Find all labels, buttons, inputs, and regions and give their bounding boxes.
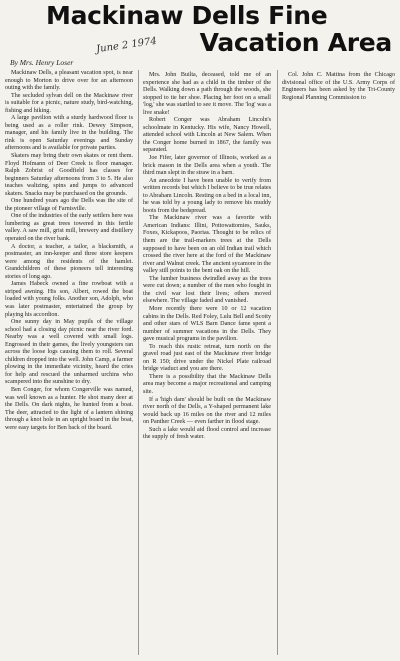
paragraph: A doctor, a teacher, a tailor, a blacksmith, a postmaster, an inn-keeper and three store keepers were among the residents of the hamlet. Grandchildren of these pioneers tell interesting stories of long ago. xyxy=(5,243,133,280)
headline-line-1: Mackinaw Dells Fine xyxy=(46,1,328,30)
paragraph: More recently there were 10 or 12 vacation cabins in the Dells. Red Foley, Lulu Bell and Scotty and other stars of WLS Barn Dance fame spent a number of summer vacations in the Dells. They gave musical programs in the pavilion. xyxy=(143,305,271,343)
article-column-3 xyxy=(282,72,395,102)
article-column-2 xyxy=(143,72,271,442)
paragraph: One of the industries of the early settlers here was lumbering as great trees towered in this fertile valley. A saw mill, grist mill, brewery and distillery operated on the river bank. xyxy=(5,213,134,243)
article-column-1 xyxy=(5,70,133,432)
paragraph: The lumber business dwindled away as the trees were cut down; a number of the men who fought in the civil war lost their lives; others moved elsewhere. The village faded and vanished. xyxy=(143,275,271,305)
paragraph: Col. John C. Mattina from the Chicago divisional office of the U.S. Army Corps of Engineers has been asked by the Tri-County Regional Planning Commission to xyxy=(282,72,395,101)
column-divider xyxy=(138,70,139,655)
paragraph: If a 'high dam' should be built on the Mackinaw river north of the Dells, a Y-shaped permanent lake would back up 16 miles on the river and 12 miles on Panther Creek — even farther in flood stage. xyxy=(143,396,271,426)
paragraph: To reach this rustic retreat, turn north on the gravel road just east of the Mackinaw river bridge on R 150; drive under the Nickel Plate railroad bridge viaduct and you are there. xyxy=(143,343,271,373)
paragraph: The Mackinaw river was a favorite with American Indians: Illini, Pottowattomies, Sauks, Foxes, Kickapoos, Paorias. Thought to be relics of them are the trail-markers trees at the Dells supposed to have been on an old Indian trail which crossed the river here at the ford of the Mackinaw river and Walnut creek. The ancient sycamore in the valley still points to the bent oak on the hill. xyxy=(143,215,271,275)
paragraph: Such a lake would aid flood control and increase the supply of fresh water. xyxy=(143,426,271,441)
paragraph: There is a possibility that the Mackinaw Dells area may become a major recreational and camping site. xyxy=(143,373,271,395)
headline xyxy=(36,2,396,56)
paragraph: Skaters may bring their own skates or rent them. Floyd Hofmann of Deer Creek is floor manager. Ralph Zobrist of Goodfield has classes for beginners Saturday afternoons from 3 to 5. He also teaches waltzing, spins and jumps to advanced skaters. Snacks may be purchased on the grounds. xyxy=(5,153,133,197)
paragraph: A large pavilion with a sturdy hardwood floor is being used as a roller rink. Dewey Simpson, manager, and his family live in the building. The rink is open Saturday evenings and Sunday afternoons and is available for private parties. xyxy=(5,115,133,152)
byline: By Mrs. Henry Loser xyxy=(10,58,74,67)
paragraph: Joe Fifer, later governor of Illinois, worked as a brick mason in the Dells area when a youth. The third man slept in the straw in a barn. xyxy=(143,155,271,177)
headline-line-2: Vacation Area xyxy=(199,28,392,57)
paragraph: James Habeck owned a fine rowboat with a striped awning. His son, Albert, rowed the boat loaded with young folks. Another son, Adolph, who was later postmaster, entertained the group by playing his accordion. xyxy=(5,281,133,318)
paragraph: The secluded sylvan dell on the Mackinaw river is suitable for a picnic, nature study, bird-watching, fishing and hiking. xyxy=(5,92,133,114)
paragraph: Robert Conger was Abraham Lincoln's schoolmate in Kentucky. His wife, Nancy Howell, attended school with Lincoln at New Salem. When the Conger home burned in 1867, the family was separated. xyxy=(143,117,271,154)
paragraph: Ben Conger, for whom Congerville was named, was well known as a hunter. He shot many deer at the Dells. On dark nights, he hunted from a boat. The deer, attracted to the light of a lantern shining through a knot hole in an upright board in the boat, were easy targets for Ben back of the board. xyxy=(5,386,133,431)
column-divider xyxy=(277,70,278,655)
paragraph: One hundred years ago the Dells was the site of the pioneer village of Farnisville. xyxy=(5,198,133,212)
paragraph: Mackinaw Dells, a pleasant vacation spot, is near enough to Morton to drive over for an afternoon outing with the family. xyxy=(5,70,133,92)
paragraph: Mrs. John Builta, deceased, told me of an experience she had as a child in the timber of the Dells. Walking down a path through the woods, she stopped to tie her shoe. Placing her foot on a small 'log,' she was startled to see it move. The 'log' was a live snake! xyxy=(143,72,271,116)
handwritten-date: June 2 1974 xyxy=(95,35,158,56)
paragraph: An anecdote I have been unable to verify from written records but which I believe to be true relates to Abraham Lincoln. Resting on a bed in a local inn, he was told by a young lady to remove his muddy boots from the bedspread. xyxy=(143,177,271,214)
paragraph: One sunny day in May pupils of the village school had a closing day picnic near the river ford. Nearby was a well covered with small logs. Engrossed in their games, the lively youngsters ran across the loose logs causing them to roll. Several children dropped into the well. John Camp, a farmer plowing in the immediate vicinity, heard the cries for help and rescued the unharmed urchins who scampered into the sunshine to dry. xyxy=(5,319,133,386)
